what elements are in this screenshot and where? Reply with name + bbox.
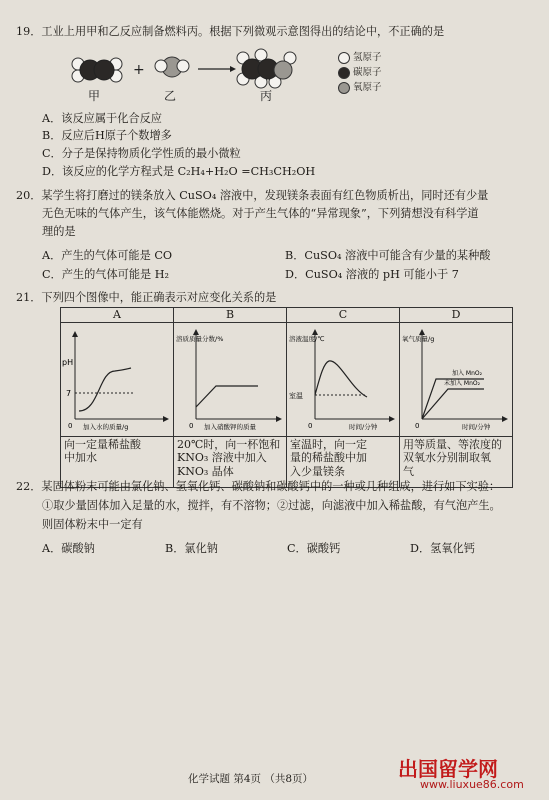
q22-option-d: D．氢氧化钙: [410, 542, 475, 555]
graph-c-ylabel: 溶液温度/℃: [289, 335, 325, 343]
hydrogen-atom-icon: [338, 52, 350, 64]
q22-option-a: A．碳酸钠: [42, 542, 95, 555]
graph-b-origin: 0: [189, 422, 194, 430]
q19-option-b: B．反应后H原子个数增多: [42, 129, 172, 142]
q22-stem-line2: ①取少量固体加入足量的水，搅拌，有不溶物；②过滤，向滤液中加入稀盐酸，有气泡产生。: [42, 499, 501, 512]
q22-option-c: C．碳酸钙: [287, 542, 341, 555]
q21-graph-table: [60, 307, 513, 488]
watermark-title: 出国留学网: [398, 757, 498, 781]
atom-legend: [338, 50, 382, 95]
oxygen-atom-icon: [338, 82, 350, 94]
q20-stem-line1: 20．某学生将打磨过的镁条放入 CuSO₄ 溶液中，发现镁条表面有红色物质析出，同时还有少量: [16, 189, 489, 202]
q20-option-c: C．产生的气体可能是 H₂: [42, 268, 170, 281]
graph-d-ylabel: 氧气质量/g: [402, 335, 435, 343]
caption-b: 20℃时，向一杯饱和 KNO₃ 溶液中加入 KNO₃ 晶体: [174, 436, 287, 487]
graph-a-origin: 0: [68, 422, 73, 430]
graph-a: [61, 323, 174, 437]
graph-d: [400, 323, 513, 437]
caption-d: 用等质量、等浓度的 双氧水分别制取氧 气: [400, 436, 513, 487]
q19-stem: 19．工业上用甲和乙反应制备燃料丙。根据下列微观示意图得出的结论中，不正确的是: [16, 25, 445, 38]
q20-option-d: D．CuSO₄ 溶液的 pH 可能小于 7: [285, 268, 459, 281]
q21-stem: 21．下列四个图像中，能正确表示对应变化关系的是: [16, 291, 277, 304]
graph-b-ylabel: 溶质质量分数/%: [176, 335, 224, 343]
label-jia: 甲: [88, 89, 101, 103]
graph-c: [287, 323, 400, 437]
graph-c-mark: 室温: [289, 392, 303, 400]
q19-option-c: C．分子是保持物质化学性质的最小微粒: [42, 147, 241, 160]
page-footer: 化学试题 第4页 （共8页）: [188, 773, 314, 785]
label-yi: 乙: [164, 89, 177, 103]
q20-stem-line2: 无色无味的气体产生，该气体能燃烧。对于产生气体的“异常现象”，下列猜想没有科学道: [42, 207, 479, 220]
q19-option-a: A．该反应属于化合反应: [42, 112, 162, 125]
molecule-bing: [237, 49, 296, 88]
graph-d-line1-label: 加入 MnO₂: [452, 370, 483, 377]
q20-option-a: A．产生的气体可能是 CO: [42, 249, 173, 262]
graph-d-line2-label: 未加入 MnO₂: [444, 380, 481, 387]
graph-a-xlabel: 加入水的质量/g: [83, 423, 129, 431]
graph-c-xlabel: 时间/分钟: [349, 423, 378, 431]
header-d: D: [400, 308, 513, 323]
legend-carbon: 碳原子: [353, 67, 382, 78]
caption-a: 向一定量稀盐酸 中加水: [61, 436, 174, 487]
header-b: B: [174, 308, 287, 323]
graph-d-origin: 0: [415, 422, 420, 430]
header-a: A: [61, 308, 174, 323]
q19-option-d: D．该反应的化学方程式是 C₂H₄+H₂O =CH₃CH₂OH: [42, 165, 316, 178]
graph-c-origin: 0: [308, 422, 313, 430]
graph-b-xlabel: 加入硝酸钾的质量: [204, 423, 256, 431]
q20-option-b: B．CuSO₄ 溶液中可能含有少量的某种酸: [285, 249, 491, 262]
plus-sign: +: [133, 62, 145, 78]
graph-b: [174, 323, 287, 437]
legend-oxygen: 氧原子: [353, 82, 382, 93]
caption-c: 室温时，向一定 量的稀盐酸中加 入少量镁条: [287, 436, 400, 487]
molecule-diagram: [60, 44, 340, 104]
watermark-url: www.liuxue86.com: [420, 778, 524, 791]
q22-stem-line1: 22．某固体粉末可能由氯化钠、氢氧化钙、碳酸钠和碳酸钙中的一种或几种组成，进行如下实验：: [16, 480, 501, 493]
molecule-yi: [155, 57, 189, 77]
legend-hydrogen: 氢原子: [353, 52, 382, 63]
graph-a-ylabel: pH: [62, 358, 74, 367]
label-bing: 丙: [260, 89, 273, 103]
molecule-jia: [72, 58, 122, 82]
carbon-atom-icon: [338, 67, 350, 79]
header-c: C: [287, 308, 400, 323]
graph-a-mark-7: 7: [66, 389, 72, 398]
graph-d-xlabel: 时间/分钟: [462, 423, 491, 431]
q22-option-b: B．氯化钠: [165, 542, 218, 555]
q22-stem-line3: 则固体粉末中一定有: [42, 518, 143, 531]
q20-stem-line3: 理的是: [42, 225, 76, 238]
